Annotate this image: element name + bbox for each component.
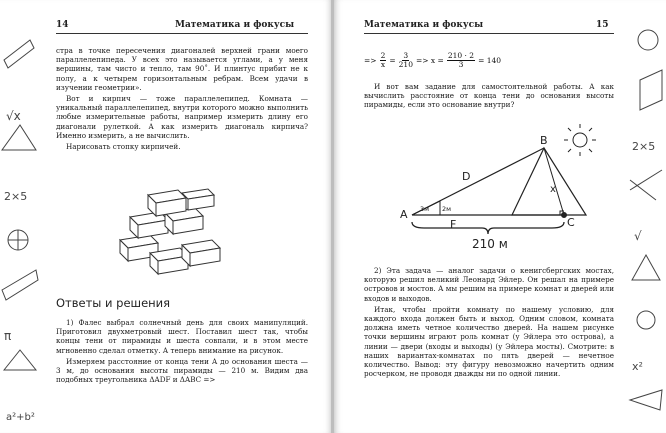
header-rule xyxy=(56,33,308,34)
denominator: x xyxy=(380,60,386,69)
svg-text:x²: x² xyxy=(632,360,643,373)
page-number: 15 xyxy=(596,20,609,30)
label-2m: 2м xyxy=(442,205,452,213)
label-3m: 3м xyxy=(420,205,430,213)
paragraph: Вот и кирпич — тоже параллелепипед. Комната — уникальный параллелепипед, внутри которого можно выполнить любые измерительные работы, например измерить длину его диагонали рулеткой. А как измерить диагональ кирпича? Именно измерить, а не вычислить. xyxy=(56,94,308,140)
label-210m: 210 м xyxy=(472,237,508,251)
similarity-formula xyxy=(364,52,501,69)
task-text xyxy=(364,82,614,112)
numerator: 2 xyxy=(380,51,386,60)
svg-text:2×5: 2×5 xyxy=(632,140,656,153)
running-title: Математика и фокусы xyxy=(364,20,484,30)
paragraph: Измеряем расстояние от конца тени А до основания шеста — 3 м, до основания высоты пирамиды — 210 м. Видим два подобных треугольника ΔADF и ΔABC => xyxy=(56,356,308,385)
fraction xyxy=(447,52,475,69)
pyramid-shadow-diagram xyxy=(364,118,614,258)
section-heading: Ответы и решения xyxy=(56,296,171,310)
svg-text:2×5: 2×5 xyxy=(4,190,28,203)
svg-text:a²+b²: a²+b² xyxy=(6,412,35,423)
denominator: 3 xyxy=(458,60,464,69)
svg-text:√: √ xyxy=(634,229,642,243)
formula-prefix: => xyxy=(364,56,377,65)
label-c: C xyxy=(567,216,575,229)
header-rule xyxy=(364,33,614,34)
numerator: 210 · 2 xyxy=(447,51,475,60)
paragraph: Нарисовать стопку кирпичей. xyxy=(66,142,181,152)
paragraph: И вот вам задание для самостоятельной работы. А как вычислить расстояние от конца тени до основания высоты пирамиды, если это основание внутри? xyxy=(364,82,614,110)
label-a: A xyxy=(400,208,408,221)
label-x: x xyxy=(550,184,556,195)
paragraph: 2) Эта задача — аналог задачи о кенигсбергских мостах, которую решил великий Леонард Эйлер. Он решал на примере островов и мостов. А мы решим на примере комнат и дверей или входов и выходов. xyxy=(364,266,614,303)
label-f: F xyxy=(450,218,457,231)
brick-stack-drawing xyxy=(110,185,230,280)
text-block-bottom xyxy=(364,266,614,380)
text-block-bottom xyxy=(56,318,308,386)
denominator: 210 xyxy=(398,60,413,69)
right-page xyxy=(334,0,666,433)
page-number: 14 xyxy=(56,20,69,30)
right-margin-doodles xyxy=(626,0,666,433)
paragraph: 1) Фалес выбрал солнечный день для своих манипуляций. Приготовил двухметровый шест. Поставил шест так, чтобы концы тени от пирамиды и шеста совпали, и в этом месте мгновенно сделал отметку. А теперь внимание на рисунок. xyxy=(56,318,308,355)
fraction xyxy=(380,52,387,69)
label-d: D xyxy=(462,170,471,183)
left-page xyxy=(0,0,332,433)
formula-result: = 140 xyxy=(478,56,502,65)
svg-text:√x: √x xyxy=(6,109,21,123)
sun-icon xyxy=(573,133,587,147)
label-b: B xyxy=(540,134,548,147)
numerator: 3 xyxy=(403,51,409,60)
implies-x: => x = xyxy=(415,56,444,65)
fraction xyxy=(399,52,413,69)
text-block-top xyxy=(56,46,308,153)
equals-sign: = xyxy=(389,56,396,65)
paragraph: стра в точке пересечения диагоналей верхней грани моего параллелепипеда. У всех это называется углами, а у меня вершины, там чисто и тепло, там 90˚. И плинтус прибит не к полу, а к четырем горизонтальным ребрам. Всем удачи в изучении геометрии». xyxy=(56,46,308,92)
svg-text:π: π xyxy=(4,329,12,343)
left-margin-doodles xyxy=(0,0,40,433)
paragraph: Итак, чтобы пройти комнату по нашему условию, для каждого входа должен быть и выход. Одним словом, комната должна иметь четное количество дверей. На нашем рисунке точки вершины играют роль комнат (у Эйлера это острова), а линии — двери (входы и выходы) (у Эйлера мосты). Смотрите: в наших вариантах-комнатах по пять дверей — нечетное количество. Вывод: эту фигуру невозможно начертить одним росчерком, не проводя дважды ни по одной линии. xyxy=(364,304,614,379)
running-title: Математика и фокусы xyxy=(175,20,295,30)
